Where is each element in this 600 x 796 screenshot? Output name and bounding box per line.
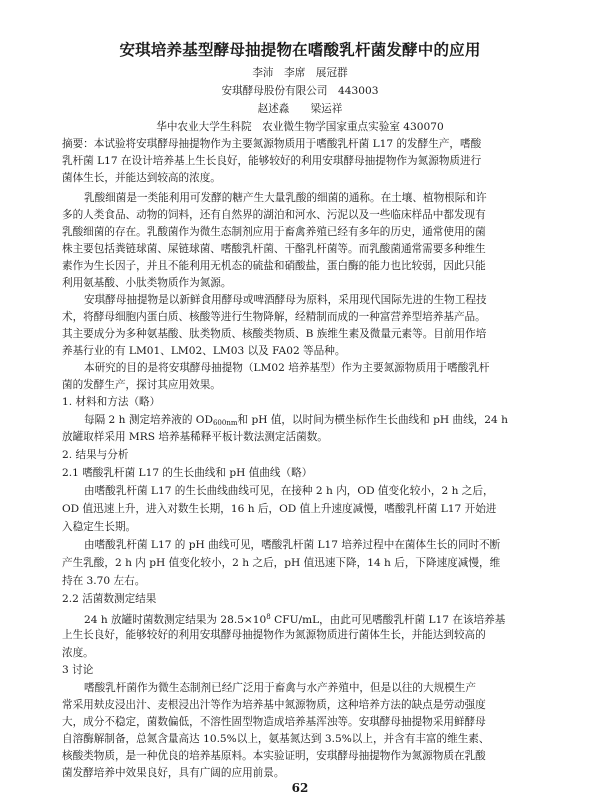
body-line: 利用氨基酸、小肽类物质作为氮源。: [62, 277, 232, 289]
subsection-heading: 2.2 活菌数测定结果: [62, 593, 157, 605]
authors-line-1: 李沛 李席 展冠群: [252, 67, 348, 79]
body-line: 产生乳酸，2 h 内 pH 值变化较小，2 h 之后，pH 值迅速下降，14 h 后，下降速度减慢，维: [62, 557, 501, 569]
authors-line-2: 赵述淼 梁运祥: [257, 103, 343, 115]
body-line: 自溶酶解制备，总氮含量高达 10.5%以上，氨基氮达到 3.5%以上，并含有丰富的维生素、: [62, 733, 490, 745]
body-line: 上生长良好，能够较好的利用安琪酵母抽提物作为氮源物质进行菌体生长，并能达到较高的: [62, 629, 486, 641]
body-line: 24 h 放罐时菌数测定结果为 $28.5\times 10^8$ CFU/mL，由此可见嗜酸乳杆菌 L17 在该培养基: [84, 613, 506, 626]
page-number: 62: [291, 781, 309, 795]
section-heading: 1. 材料和方法（略）: [62, 396, 161, 408]
body-line: 多的人类食品、动物的饲料，还有自然界的湖泊和河水、污泥以及一些临床样品中都发现有: [62, 209, 486, 221]
body-line: 菌发酵培养中效果良好，具有广阔的应用前景。: [62, 767, 285, 779]
section-heading: 2. 结果与分析: [62, 449, 129, 461]
body-line: 嗜酸乳杆菌作为微生态制剂已经广泛用于畜禽与水产养殖中，但是以往的大规模生产: [84, 682, 476, 694]
body-line: 浓度。: [62, 647, 94, 659]
body-line: 常采用麸皮浸出汁、麦根浸出汁等作为培养基中氮源物质，这种培养方法的缺点是劳动强度: [62, 699, 486, 711]
body-line: 持在 3.70 左右。: [62, 575, 146, 587]
body-line: 由嗜酸乳杆菌 L17 的生长曲线曲线可见，在接种 2 h 内，OD 值变化较小，2 h 之后，: [84, 485, 494, 497]
body-line: 乳酸细菌是一类能利用可发酵的糖产生大量乳酸的细菌的通称。在土壤、植物根际和许: [84, 192, 487, 204]
body-line: 乳酸细菌的存在。乳酸菌作为微生态制剂应用于畜禽养殖已经有多年的历史，通常使用的菌: [62, 226, 486, 238]
body-line: 株主要包括粪链球菌、屎链球菌、嗜酸乳杆菌、干酪乳杆菌等。而乳酸菌通常需要多种维生: [62, 243, 486, 255]
body-line: 入稳定生长期。: [62, 521, 137, 533]
body-line: 其主要成分为多种氨基酸、肽类物质、核酸类物质、B 族维生素及微量元素等。目前用作培: [62, 328, 487, 340]
abstract-line: 摘要：本试验将安琪酵母抽提物作为主要氮源物质用于嗜酸乳杆菌 L17 的发酵生产，嗜酸: [62, 138, 482, 150]
body-line: 由嗜酸乳杆菌 L17 的 pH 曲线可见，嗜酸乳杆菌 L17 培养过程中在菌体生长的同时不断: [84, 539, 501, 551]
abstract-line: 乳杆菌 L17 在设计培养基上生长良好，能够较好的利用安琪酵母抽提物作为氮源物质进行: [62, 155, 482, 167]
affiliation-2: 华中农业大学生科院 农业微生物学国家重点实验室 430070: [156, 121, 444, 133]
body-line: 核酸类物质，是一种优良的培养基原料。本实验证明，安琪酵母抽提物作为氮源物质在乳酸: [62, 750, 486, 762]
body-line: 素作为生长因子，并且不能利用无机态的硫盐和硝酸盐，蛋白酶的能力也比较弱，因此只能: [62, 260, 486, 272]
abstract-line: 菌体生长，并能达到较高的浓度。: [62, 172, 221, 184]
section-heading: 3 讨论: [62, 664, 94, 676]
affiliation-1: 安琪酵母股份有限公司 443003: [221, 85, 379, 97]
body-line: 术，将酵母细胞内蛋白质、核酸等进行生物降解，经精制而成的一种富营养型培养基产品。: [62, 311, 486, 323]
paper-title: 安琪培养基型酵母抽提物在嗜酸乳杆菌发酵中的应用: [119, 41, 481, 59]
body-line: OD 值迅速上升，进入对数生长期，16 h 后，OD 值上升速度减慢，嗜酸乳杆菌 L17 开始进: [62, 503, 497, 515]
subsection-heading: 2.1 嗜酸乳杆菌 L17 的生长曲线和 pH 值曲线（略）: [62, 467, 313, 479]
body-line: 养基行业的有 LM01、LM02、LM03 以及 FA02 等品种。: [62, 345, 346, 357]
body-line: 大，成分不稳定，菌数偏低，不溶性固型物造成培养基浑浊等。安琪酵母抽提物采用鲜酵母: [62, 716, 486, 728]
body-line: 本研究的目的是将安琪酵母抽提物（LM02 培养基型）作为主要氮源物质用于嗜酸乳杆: [84, 362, 490, 374]
body-line: 安琪酵母抽提物是以新鲜食用酵母或啤酒酵母为原料，采用现代国际先进的生物工程技: [84, 294, 487, 306]
body-line: 每隔 2 h 测定培养液的 $OD_{600nm}$和 pH 值，以时间为横坐标作生长曲线和 pH 曲线，24 h: [84, 414, 508, 427]
body-line: 菌的发酵生产，探讨其应用效果。: [62, 379, 221, 391]
body-line: 放罐取样采用 MRS 培养基稀释平板计数法测定活菌数。: [62, 431, 328, 443]
